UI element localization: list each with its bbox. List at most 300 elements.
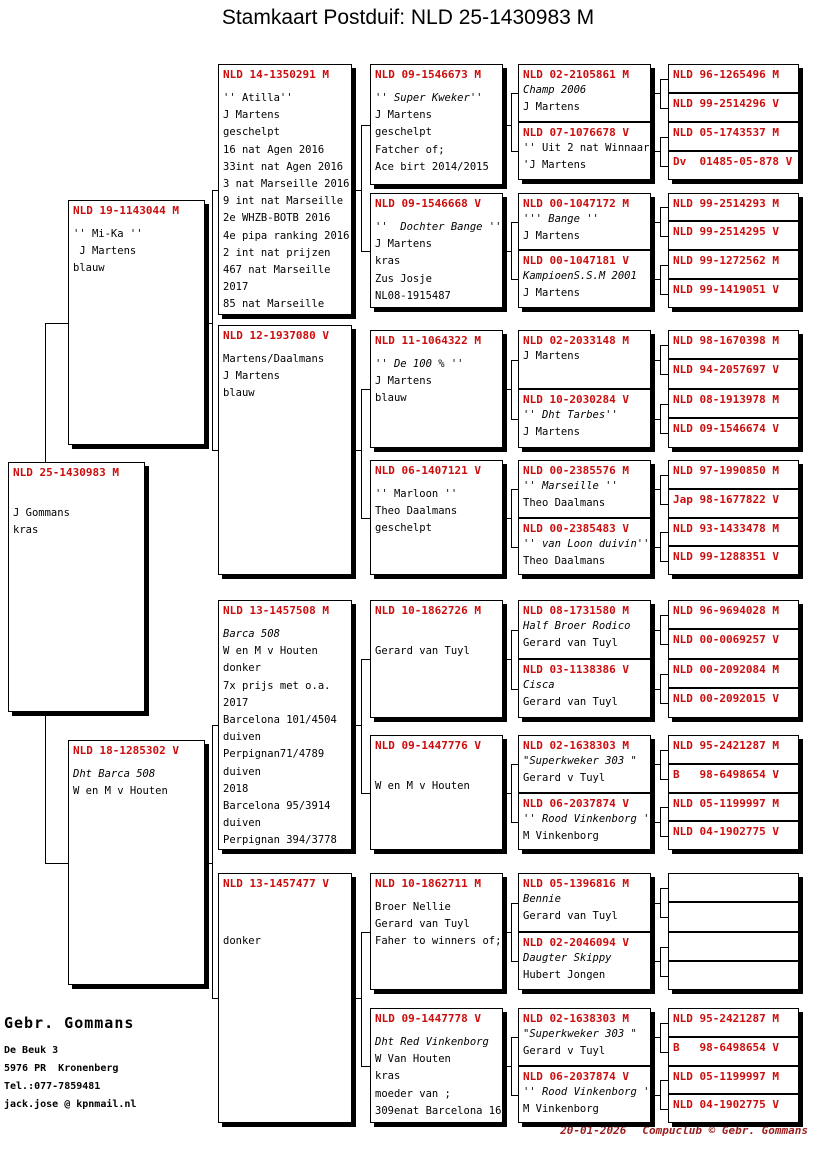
connector-line	[511, 360, 518, 361]
pedigree-box-body	[69, 226, 204, 278]
ring-number: NLD 02-2046094 V	[523, 936, 629, 949]
pedigree-line: Gerard van Tuyl	[523, 910, 618, 923]
owner-email: jack.jose @ kpnmail.nl	[4, 1099, 137, 1110]
ring-number	[669, 962, 798, 977]
pedigree-box-g2-2	[218, 600, 352, 850]
connector-line	[45, 863, 68, 864]
footer-date: 20-01-2026	[560, 1124, 627, 1137]
pedigree-line: M Vinkenborg	[523, 830, 599, 843]
connector-line	[660, 750, 661, 779]
connector-line	[660, 703, 668, 704]
ring-number: NLD 97-1990850 M	[673, 464, 779, 477]
pedigree-line: duiven	[223, 731, 261, 744]
pedigree-box-g4-3	[518, 250, 651, 308]
pedigree-box-body	[519, 1084, 650, 1118]
pedigree-line: Fatcher of;	[375, 143, 445, 156]
ring-number: NLD 00-2385576 M	[523, 464, 629, 477]
pedigree-box-body	[219, 351, 351, 403]
connector-line	[651, 1037, 660, 1038]
pedigree-box-g4-14	[518, 1008, 651, 1066]
ring-number	[669, 933, 798, 948]
pedigree-box-body	[519, 677, 650, 711]
connector-line	[651, 961, 660, 962]
pedigree-line: Ace birt 2014/2015	[375, 160, 489, 173]
ring-number: NLD 10-1862711 M	[375, 877, 481, 890]
connector-line	[511, 630, 518, 631]
pedigree-line: duiven	[223, 765, 261, 778]
connector-line	[660, 1080, 661, 1109]
connector-line	[511, 489, 512, 547]
pedigree-line: J Martens	[523, 426, 580, 439]
pedigree-box-g5-8	[668, 330, 799, 359]
connector-line	[352, 190, 361, 191]
pedigree-box-g4-8	[518, 600, 651, 659]
connector-line	[660, 888, 661, 917]
ring-number: NLD 99-1419051 V	[673, 283, 779, 296]
pedigree-box-g4-4	[518, 330, 651, 389]
ring-number: NLD 00-2092015 V	[673, 692, 779, 705]
pedigree-box-g4-12	[518, 873, 651, 932]
connector-line	[660, 504, 668, 505]
pedigree-box-body	[219, 899, 351, 951]
pedigree-box-g5-22	[668, 793, 799, 821]
pedigree-box-body	[519, 753, 650, 787]
pedigree-box-g1-0	[68, 200, 205, 445]
pedigree-box-g3-5	[370, 735, 503, 850]
connector-line	[660, 947, 668, 948]
pedigree-line: '' Uit 2 nat Winnaar	[523, 142, 650, 154]
connector-line	[660, 374, 668, 375]
connector-line	[361, 659, 362, 793]
connector-line	[651, 489, 660, 490]
connector-line	[660, 404, 661, 433]
pedigree-box-g5-23	[668, 821, 799, 850]
connector-line	[511, 360, 512, 419]
connector-line	[511, 93, 518, 94]
pedigree-line: 9 int nat Marseille	[223, 195, 344, 208]
connector-line	[660, 294, 668, 295]
pedigree-line: blauw	[223, 387, 255, 400]
pedigree-line: 2 int nat prijzen	[223, 246, 331, 259]
owner-address-line: De Beuk 3	[4, 1045, 59, 1056]
pedigree-box-g5-29	[668, 1037, 799, 1066]
pedigree-line: Barcelona 101/4504	[223, 713, 337, 726]
connector-line	[511, 903, 518, 904]
ring-number: NLD 05-1199997 M	[673, 1070, 779, 1083]
pedigree-line: duiven	[223, 817, 261, 830]
connector-line	[660, 615, 661, 644]
ring-number: NLD 11-1064322 M	[375, 334, 481, 347]
pedigree-line: kras	[375, 255, 401, 268]
pedigree-box-g5-7	[668, 279, 799, 308]
ring-number: B 98-6498654 V	[673, 1041, 779, 1054]
pedigree-line	[219, 899, 351, 916]
pedigree-box-g3-6	[370, 873, 503, 990]
pedigree-box-body	[371, 90, 502, 176]
pedigree-box-g4-1	[518, 122, 651, 180]
pedigree-line: donker	[223, 935, 261, 948]
connector-line	[361, 659, 370, 660]
pedigree-box-g3-1	[370, 193, 503, 308]
pedigree-line: Theo Daalmans	[523, 497, 606, 510]
connector-line	[511, 222, 512, 279]
pedigree-line: Daugter Skippy	[523, 952, 612, 964]
pedigree-box-g5-30	[668, 1066, 799, 1094]
pedigree-line: Theo Daalmans	[523, 555, 606, 568]
connector-line	[651, 903, 660, 904]
connector-line	[511, 1095, 518, 1096]
connector-line	[660, 888, 668, 889]
ring-number: NLD 09-1546674 V	[673, 422, 779, 435]
pedigree-line: W Van Houten	[375, 1053, 451, 1066]
pedigree-box-g5-25	[668, 902, 799, 932]
pedigree-line: "Superkweker 303 "	[523, 755, 637, 767]
pedigree-box-g4-11	[518, 793, 651, 850]
connector-line	[660, 615, 668, 616]
pedigree-line	[219, 916, 351, 933]
ring-number: Jap 98-1677822 V	[673, 493, 779, 506]
pedigree-box-body	[519, 407, 650, 441]
pedigree-line: M Vinkenborg	[523, 1103, 599, 1116]
pedigree-line: Gerard v Tuyl	[523, 772, 606, 785]
connector-line	[511, 822, 518, 823]
pedigree-box-body	[69, 766, 204, 800]
connector-line	[511, 93, 512, 151]
pedigree-line: J Martens	[73, 245, 137, 258]
pedigree-box-g5-1	[668, 93, 799, 122]
connector-line	[660, 1023, 668, 1024]
connector-line	[511, 151, 518, 152]
ring-number: NLD 00-2092084 M	[673, 663, 779, 676]
pedigree-box-g0-0	[8, 462, 145, 712]
pedigree-line: J Martens	[523, 350, 580, 362]
pedigree-line: Bennie	[523, 893, 561, 905]
pedigree-box-body	[219, 626, 351, 849]
ring-number: NLD 99-1272562 M	[673, 254, 779, 267]
owner-name: Gebr. Gommans	[4, 1014, 135, 1032]
ring-number: NLD 00-0069257 V	[673, 633, 779, 646]
connector-line	[660, 433, 668, 434]
connector-line	[660, 475, 661, 504]
connector-line	[651, 630, 660, 631]
pedigree-box-body	[219, 90, 351, 313]
ring-number: NLD 13-1457477 V	[223, 877, 329, 890]
ring-number: NLD 18-1285302 V	[73, 744, 179, 757]
connector-line	[651, 93, 660, 94]
pedigree-line: 2018	[223, 782, 249, 795]
pedigree-box-g5-21	[668, 764, 799, 793]
pedigree-line: J Martens	[375, 109, 432, 122]
ring-number: NLD 09-1546668 V	[375, 197, 481, 210]
connector-line	[660, 807, 661, 836]
ring-number: NLD 05-1199997 M	[673, 797, 779, 810]
connector-line	[660, 1023, 661, 1052]
connector-line	[511, 1037, 512, 1095]
ring-number: Dv 01485-05-878 V	[673, 155, 793, 168]
connector-line	[212, 725, 213, 998]
connector-line	[511, 630, 512, 689]
pedigree-box-body	[371, 219, 502, 305]
connector-line	[511, 764, 512, 822]
pedigree-line: '' Rood Vinkenborg '	[523, 1086, 650, 1098]
connector-line	[660, 674, 661, 703]
pedigree-line: Champ 2006	[523, 84, 587, 96]
pedigree-line: Gerard van Tuyl	[375, 918, 470, 931]
pedigree-line: KampioenS.S.M 2001	[523, 270, 637, 282]
ring-number: NLD 25-1430983 M	[13, 466, 119, 479]
pedigree-line: donker	[223, 662, 261, 675]
connector-line	[660, 807, 668, 808]
connector-line	[660, 561, 668, 562]
pedigree-box-body	[519, 348, 650, 365]
ring-number: NLD 99-2514293 M	[673, 197, 779, 210]
pedigree-box-g4-2	[518, 193, 651, 250]
connector-line	[361, 251, 370, 252]
pedigree-box-g5-5	[668, 221, 799, 250]
ring-number: NLD 13-1457508 M	[223, 604, 329, 617]
pedigree-box-g5-10	[668, 389, 799, 418]
pedigree-line: kras	[375, 1070, 401, 1083]
connector-line	[503, 793, 511, 794]
connector-line	[651, 764, 660, 765]
connector-line	[660, 532, 661, 561]
connector-line	[651, 151, 660, 152]
ring-number: NLD 06-2037874 V	[523, 1070, 629, 1083]
pedigree-line: '' Mi-Ka ''	[73, 228, 143, 240]
pedigree-line: J Martens	[523, 230, 580, 243]
pedigree-line: 2017	[223, 281, 249, 294]
ring-number: NLD 95-2421287 M	[673, 1012, 779, 1025]
pedigree-line: 2017	[223, 696, 249, 709]
connector-line	[660, 644, 668, 645]
pedigree-box-g5-2	[668, 122, 799, 151]
connector-line	[660, 166, 668, 167]
pedigree-box-g5-31	[668, 1094, 799, 1123]
pedigree-line: Cisca	[523, 679, 555, 691]
pedigree-line: '' Dochter Bange ''	[375, 221, 502, 233]
page-title: Stamkaart Postduif: NLD 25-1430983 M	[221, 6, 595, 29]
connector-line	[660, 1109, 668, 1110]
connector-line	[651, 689, 660, 690]
ring-number: NLD 02-2033148 M	[523, 334, 629, 347]
pedigree-line: "Superkweker 303 "	[523, 1028, 637, 1040]
connector-line	[361, 1066, 370, 1067]
pedigree-box-body	[519, 1026, 650, 1060]
connector-line	[361, 389, 362, 518]
pedigree-line: geschelpt	[375, 126, 432, 139]
pedigree-line: 309enat Barcelona 16	[375, 1104, 502, 1117]
connector-line	[660, 1080, 668, 1081]
ring-number: NLD 96-9694028 M	[673, 604, 779, 617]
ring-number: NLD 05-1743537 M	[673, 126, 779, 139]
pedigree-box-g3-3	[370, 460, 503, 575]
ring-number	[669, 874, 798, 889]
pedigree-line: 7x prijs met o.a.	[223, 679, 331, 692]
connector-line	[511, 222, 518, 223]
pedigree-box-g5-13	[668, 489, 799, 518]
ring-number: NLD 06-1407121 V	[375, 464, 481, 477]
ring-number: NLD 99-2514295 V	[673, 225, 779, 238]
owner-address-line: 5976 PR Kronenberg	[4, 1063, 119, 1074]
pedigree-line: ''' Bange ''	[523, 213, 599, 225]
connector-line	[503, 518, 511, 519]
pedigree-box-g2-1	[218, 325, 352, 575]
connector-line	[660, 404, 668, 405]
connector-line	[45, 323, 68, 324]
connector-line	[511, 689, 518, 690]
connector-line	[361, 389, 370, 390]
connector-line	[660, 236, 668, 237]
connector-line	[660, 779, 668, 780]
pedigree-box-g5-12	[668, 460, 799, 489]
connector-line	[361, 932, 370, 933]
pedigree-line: Dht Red Vinkenborg	[375, 1036, 489, 1048]
pedigree-box-g5-14	[668, 518, 799, 546]
connector-line	[660, 836, 668, 837]
pedigree-box-body	[519, 140, 650, 174]
owner-address-line: Tel.:077-7859481	[4, 1081, 101, 1092]
ring-number: NLD 14-1350291 M	[223, 68, 329, 81]
pedigree-line: 4e pipa ranking 2016	[223, 229, 350, 242]
pedigree-line: '' Marseille ''	[523, 480, 618, 492]
ring-number: NLD 12-1937080 V	[223, 329, 329, 342]
pedigree-line: '' De 100 % ''	[375, 358, 464, 370]
pedigree-box-g5-4	[668, 193, 799, 221]
connector-line	[511, 1037, 518, 1038]
pedigree-line: 16 nat Agen 2016	[223, 143, 325, 156]
pedigree-box-body	[371, 1034, 502, 1120]
pedigree-line: W en M v Houten	[73, 785, 168, 798]
pedigree-line: J Martens	[375, 375, 432, 388]
pedigree-box-g3-4	[370, 600, 503, 718]
owner-block	[4, 1014, 136, 1114]
pedigree-box-g5-9	[668, 359, 799, 389]
connector-line	[503, 932, 511, 933]
pedigree-line: blauw	[73, 262, 105, 275]
ring-number: NLD 98-1670398 M	[673, 334, 779, 347]
connector-line	[651, 1095, 660, 1096]
ring-number: NLD 09-1447778 V	[375, 1012, 481, 1025]
footer-credit: Compuclub © Gebr. Gommans	[642, 1124, 808, 1137]
connector-line	[660, 917, 668, 918]
connector-line	[361, 125, 362, 251]
pedigree-box-g5-24	[668, 873, 799, 902]
connector-line	[651, 419, 660, 420]
connector-line	[651, 360, 660, 361]
connector-line	[503, 1066, 511, 1067]
pedigree-box-g4-15	[518, 1066, 651, 1123]
ring-number: NLD 02-1638303 M	[523, 739, 629, 752]
pedigree-line: 3 nat Marseille 2016	[223, 177, 350, 190]
connector-line	[361, 793, 370, 794]
ring-number: NLD 94-2057697 V	[673, 363, 779, 376]
pedigree-box-g4-13	[518, 932, 651, 990]
pedigree-line: Broer Nellie	[375, 901, 451, 913]
ring-number: NLD 02-2105861 M	[523, 68, 629, 81]
pedigree-line: 467 nat Marseille	[223, 263, 331, 276]
pedigree-box-g4-6	[518, 460, 651, 518]
pedigree-line: 85 nat Marseille	[223, 298, 325, 311]
pedigree-box-body	[519, 811, 650, 845]
pedigree-box-body	[519, 478, 650, 512]
ring-number: NLD 19-1143044 M	[73, 204, 179, 217]
connector-line	[660, 532, 668, 533]
pedigree-line: geschelpt	[223, 126, 280, 139]
pedigree-box-body	[9, 488, 144, 540]
connector-line	[660, 475, 668, 476]
connector-line	[511, 279, 518, 280]
pedigree-box-g5-18	[668, 659, 799, 688]
connector-line	[660, 265, 668, 266]
connector-line	[660, 108, 668, 109]
ring-number: NLD 08-1913978 M	[673, 393, 779, 406]
pedigree-line	[9, 488, 144, 505]
pedigree-box-g5-15	[668, 546, 799, 575]
pedigree-line	[371, 626, 502, 643]
pedigree-line: 2e WHZB-BOTB 2016	[223, 212, 331, 225]
pedigree-line: kras	[13, 524, 39, 537]
pedigree-box-g2-0	[218, 64, 352, 315]
pedigree-line: Theo Daalmans	[375, 505, 458, 518]
pedigree-box-g3-7	[370, 1008, 503, 1123]
pedigree-line: Barcelona 95/3914	[223, 799, 331, 812]
pedigree-line: '' Dht Tarbes''	[523, 409, 618, 421]
pedigree-box-body	[371, 761, 502, 795]
connector-line	[660, 674, 668, 675]
ring-number: NLD 06-2037874 V	[523, 797, 629, 810]
pedigree-box-body	[371, 899, 502, 951]
connector-line	[660, 345, 661, 374]
pedigree-line: W en M v Houten	[375, 780, 470, 793]
pedigree-box-body	[371, 486, 502, 538]
connector-line	[352, 998, 361, 999]
ring-number: NLD 96-1265496 M	[673, 68, 779, 81]
pedigree-box-g3-2	[370, 330, 503, 448]
pedigree-line: Barca 508	[223, 628, 280, 640]
ring-number: NLD 95-2421287 M	[673, 739, 779, 752]
connector-line	[660, 137, 668, 138]
pedigree-line: Hubert Jongen	[523, 969, 606, 982]
pedigree-line: '' Rood Vinkenborg '	[523, 813, 650, 825]
connector-line	[651, 547, 660, 548]
connector-line	[212, 190, 213, 450]
pedigree-box-body	[371, 356, 502, 408]
pedigree-box-g5-27	[668, 961, 799, 990]
pedigree-line: Martens/Daalmans	[223, 353, 325, 365]
pedigree-line: W en M v Houten	[223, 645, 318, 658]
pedigree-box-g5-26	[668, 932, 799, 961]
connector-line	[651, 822, 660, 823]
pedigree-box-g3-0	[370, 64, 503, 185]
connector-line	[511, 547, 518, 548]
ring-number: NLD 93-1433478 M	[673, 522, 779, 535]
pedigree-box-g5-3	[668, 151, 799, 180]
pedigree-box-g4-9	[518, 659, 651, 718]
pedigree-box-g5-28	[668, 1008, 799, 1037]
connector-line	[511, 903, 512, 961]
connector-line	[651, 222, 660, 223]
ring-number: NLD 99-1288351 V	[673, 550, 779, 563]
ring-number: B 98-6498654 V	[673, 768, 779, 781]
pedigree-line: Perpignan71/4789	[223, 748, 325, 761]
pedigree-box-body	[519, 891, 650, 925]
pedigree-box-g4-5	[518, 389, 651, 448]
connector-line	[660, 947, 661, 976]
connector-line	[503, 251, 511, 252]
pedigree-box-g4-0	[518, 64, 651, 122]
connector-line	[660, 207, 668, 208]
ring-number	[669, 903, 798, 918]
